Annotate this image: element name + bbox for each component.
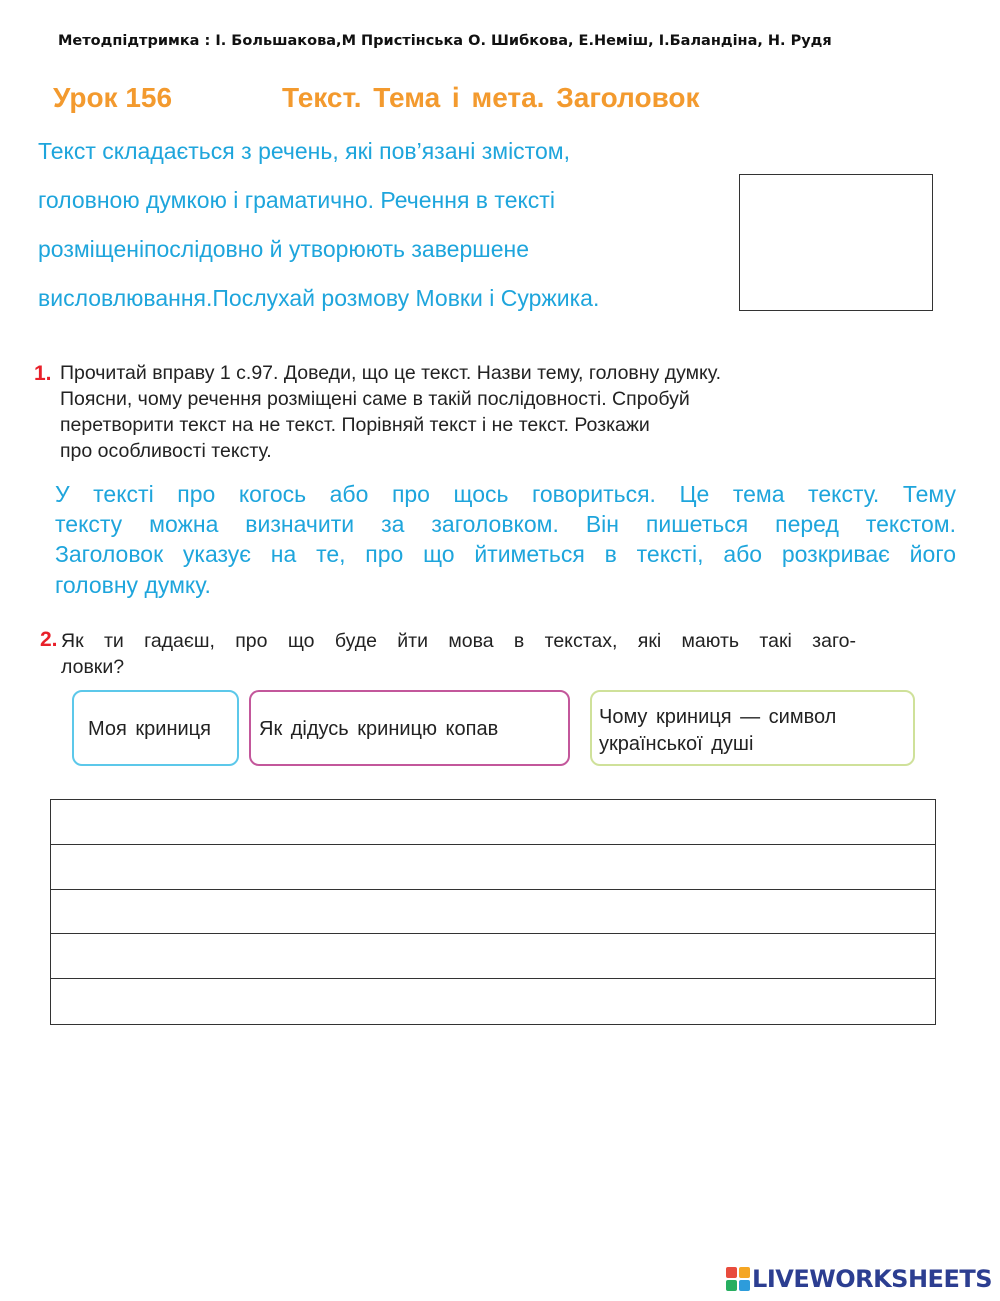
answer-row-5[interactable] (51, 979, 935, 1024)
intro-line-1: Текст складається з речень, які пов’язані змістом, (38, 138, 570, 164)
task-1-number: 1. (34, 362, 52, 385)
task-2-number: 2. (40, 628, 58, 651)
title-card-1 (72, 690, 239, 766)
task-1-line-3: перетворити текст на не текст. Порівняй текст і не текст. Розкажи (60, 414, 650, 436)
answer-row-4[interactable] (51, 934, 935, 979)
lesson-number: Урок 156 (53, 82, 173, 113)
intro-line-2: головною думкою і граматично. Речення в тексті (38, 187, 555, 213)
title-card-3-text (599, 704, 836, 758)
task-1-line-2: Поясни, чому речення розміщені саме в такій послідовності. Спробуй (60, 388, 690, 410)
liveworksheets-logo-icon (726, 1267, 750, 1291)
lesson-title: Текст. Тема і мета. Заголовок (282, 82, 700, 113)
title-card-1-text: Моя криниця (88, 718, 211, 740)
rule-line-4: головну думку. (55, 572, 211, 598)
answer-row-3[interactable] (51, 890, 935, 935)
task-2-question-line-2: ловки? (61, 656, 125, 678)
credits-line: Методпідтримка : І. Большакова,М Пристінська О. Шибкова, Е.Неміш, І.Баландіна, Н. Рудя (58, 33, 832, 49)
title-card-2-text: Як дідусь криницю копав (259, 718, 499, 740)
title-card-3 (590, 690, 915, 766)
rule-line-1: У тексті про когось або про щось говориться. Це тема тексту. Тему (55, 481, 956, 507)
audio-placeholder-box[interactable] (739, 174, 933, 311)
answer-row-2[interactable] (51, 845, 935, 890)
intro-line-3: розміщеніпослідовно й утворюють завершене (38, 236, 529, 262)
title-card-2 (249, 690, 570, 766)
task-1-line-1: Прочитай вправу 1 с.97. Доведи, що це текст. Назви тему, головну думку. (60, 362, 722, 384)
rule-line-2: тексту можна визначити за заголовком. Він пишеться перед текстом. (55, 511, 956, 537)
answer-row-1[interactable] (51, 800, 935, 845)
task-2-question-line-1: Як ти гадаєш, про що буде йти мова в текстах, які мають такі заго- (61, 630, 856, 652)
liveworksheets-brand-text: LIVEWORKSHEETS (752, 1265, 992, 1293)
liveworksheets-brand (726, 1265, 992, 1293)
intro-line-4: висловлювання.Послухай розмову Мовки і Суржика. (38, 285, 600, 311)
rule-line-3: Заголовок указує на те, про що йтиметься в тексті, або розкриває його (55, 541, 956, 567)
title-card-3-line-1: Чому криниця — символ (599, 706, 837, 728)
task-1-line-4: про особливості тексту. (60, 440, 272, 462)
answer-table (50, 799, 936, 1025)
title-card-3-line-2: української душі (599, 733, 754, 755)
